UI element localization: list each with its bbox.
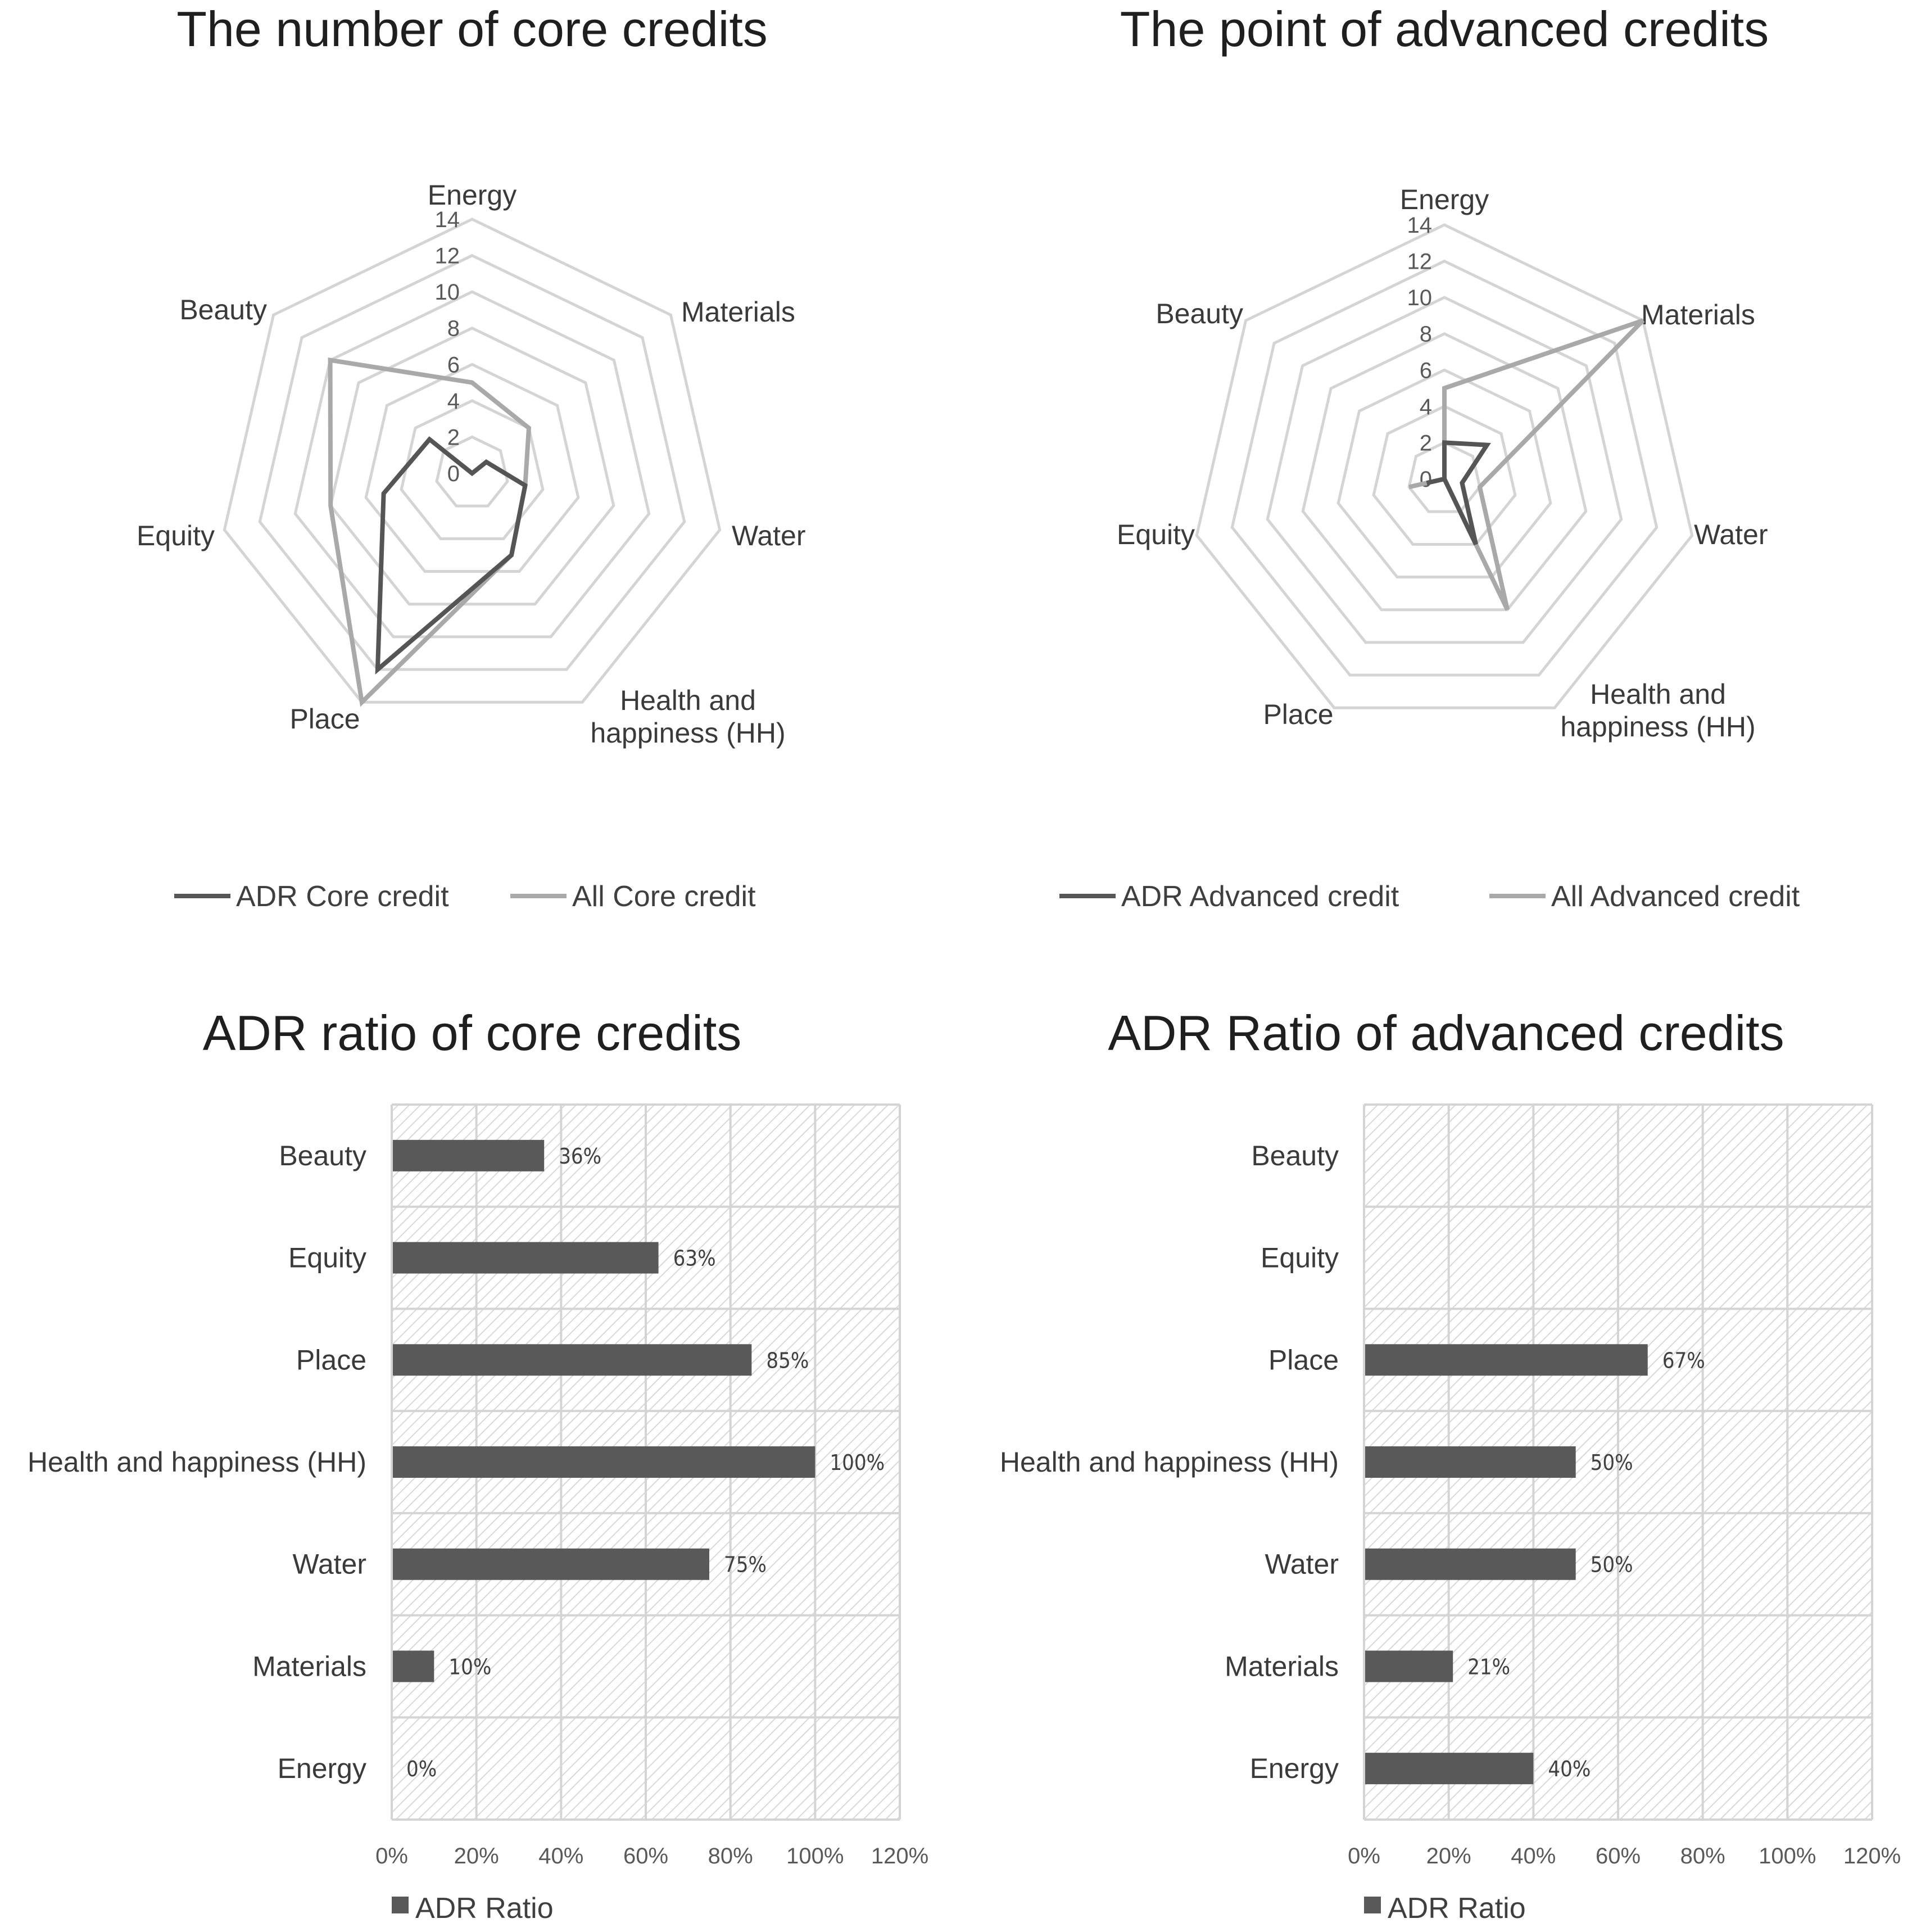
grid-ring-12	[260, 256, 684, 669]
bar-water	[1365, 1549, 1576, 1580]
axis-label-equity: Equity	[1117, 519, 1195, 550]
radial-tick-label: 4	[447, 388, 460, 414]
bar-beauty	[393, 1140, 544, 1171]
data-label-beauty: 36%	[559, 1143, 602, 1169]
radial-tick-label: 10	[434, 280, 460, 305]
category-label-energy: Energy	[277, 1753, 366, 1785]
chart-title: ADR Ratio of advanced credits	[1108, 1005, 1784, 1061]
axis-label-health-and-happiness-hh: happiness (HH)	[590, 717, 786, 749]
bar-materials	[1365, 1650, 1453, 1682]
data-label-place: 67%	[1662, 1348, 1705, 1373]
legend-label-all-core-credit: All Core credit	[572, 880, 756, 913]
category-label-place: Place	[1268, 1344, 1339, 1376]
radial-tick-label: 6	[447, 352, 460, 378]
legend-label-adr-core-credit: ADR Core credit	[236, 880, 449, 913]
category-label-equity: Equity	[1261, 1242, 1339, 1274]
category-label-water: Water	[292, 1548, 366, 1580]
bar-place	[393, 1344, 751, 1376]
series-line-all-core-credit	[330, 360, 529, 703]
legend-swatch-adr-ratio	[392, 1897, 409, 1913]
legend-label-adr-ratio: ADR Ratio	[1388, 1892, 1526, 1925]
category-label-materials: Materials	[252, 1650, 366, 1682]
x-tick-label: 0%	[1348, 1844, 1380, 1868]
bar-chart-advanced-ratio	[1000, 1005, 1901, 1925]
x-tick-label: 20%	[1426, 1844, 1471, 1868]
radial-tick-label: 0	[447, 461, 460, 486]
category-label-beauty: Beauty	[279, 1139, 366, 1171]
radial-tick-label: 14	[1407, 213, 1432, 238]
data-label-materials: 10%	[448, 1654, 492, 1680]
category-label-health-and-happiness-hh: Health and happiness (HH)	[999, 1446, 1339, 1478]
chart-title: ADR ratio of core credits	[202, 1005, 742, 1061]
axis-label-equity: Equity	[137, 520, 215, 551]
data-label-health-and-happiness-hh: 50%	[1590, 1450, 1633, 1475]
axis-label-health-and-happiness-hh: happiness (HH)	[1560, 711, 1756, 743]
x-tick-label: 120%	[871, 1844, 929, 1868]
legend-label-all-advanced-credit: All Advanced credit	[1551, 880, 1800, 913]
radar-chart-advanced-credits	[1059, 1, 1800, 913]
axis-label-energy: Energy	[1399, 184, 1489, 215]
radial-tick-label: 8	[447, 316, 460, 341]
x-tick-label: 120%	[1843, 1844, 1901, 1868]
radial-tick-label: 12	[434, 243, 460, 269]
radial-tick-label: 4	[1419, 394, 1432, 419]
category-label-materials: Materials	[1225, 1650, 1339, 1682]
x-tick-label: 40%	[1511, 1844, 1556, 1868]
radar-chart-core-credits	[137, 1, 805, 913]
data-label-energy: 0%	[406, 1757, 437, 1782]
axis-label-materials: Materials	[1641, 299, 1755, 331]
legend-label-adr-ratio: ADR Ratio	[415, 1892, 554, 1925]
bar-equity	[393, 1242, 659, 1274]
grid-ring-10	[295, 292, 649, 637]
radial-tick-label: 10	[1407, 286, 1432, 311]
bar-place	[1365, 1344, 1648, 1376]
data-label-water: 50%	[1590, 1552, 1633, 1577]
axis-label-health-and-happiness-hh: Health and	[620, 685, 756, 716]
series-line-adr-advanced-credit	[1427, 442, 1487, 544]
bar-chart-core-ratio	[28, 1005, 928, 1925]
radial-tick-label: 2	[447, 425, 460, 450]
category-label-place: Place	[296, 1344, 366, 1376]
axis-label-health-and-happiness-hh: Health and	[1590, 678, 1726, 710]
data-label-water: 75%	[724, 1552, 767, 1577]
bar-water	[393, 1549, 709, 1580]
category-label-beauty: Beauty	[1251, 1139, 1339, 1171]
radial-tick-label: 12	[1407, 249, 1432, 274]
radial-tick-label: 6	[1419, 358, 1432, 383]
axis-label-water: Water	[732, 520, 806, 551]
x-tick-label: 60%	[1595, 1844, 1641, 1868]
category-label-health-and-happiness-hh: Health and happiness (HH)	[27, 1446, 366, 1478]
x-tick-label: 0%	[375, 1844, 408, 1868]
category-label-equity: Equity	[288, 1242, 366, 1274]
bar-materials	[393, 1650, 434, 1682]
axis-label-energy: Energy	[427, 179, 517, 211]
legend-label-adr-advanced-credit: ADR Advanced credit	[1121, 880, 1399, 913]
bar-energy	[1365, 1753, 1533, 1784]
radial-tick-label: 0	[1419, 467, 1432, 492]
axis-label-place: Place	[1263, 699, 1334, 730]
grid-ring-6	[366, 364, 578, 571]
x-tick-label: 40%	[538, 1844, 584, 1868]
bar-health-and-happiness-hh	[1365, 1446, 1576, 1478]
axis-label-materials: Materials	[681, 296, 795, 328]
radial-tick-label: 2	[1419, 431, 1432, 456]
x-tick-label: 100%	[1759, 1844, 1816, 1868]
x-tick-label: 80%	[708, 1844, 753, 1868]
chart-title: The number of core credits	[176, 1, 768, 57]
data-label-materials: 21%	[1467, 1654, 1511, 1680]
legend-swatch-adr-ratio	[1364, 1897, 1381, 1913]
axis-label-beauty: Beauty	[1156, 298, 1243, 329]
x-tick-label: 100%	[786, 1844, 844, 1868]
x-tick-label: 60%	[623, 1844, 669, 1868]
radial-tick-label: 14	[434, 207, 460, 232]
data-label-equity: 63%	[673, 1246, 716, 1271]
axis-label-beauty: Beauty	[179, 294, 267, 325]
chart-title: The point of advanced credits	[1120, 1, 1769, 57]
radial-tick-label: 8	[1419, 322, 1432, 347]
x-tick-label: 20%	[454, 1844, 499, 1868]
data-label-energy: 40%	[1548, 1757, 1591, 1782]
x-tick-label: 80%	[1680, 1844, 1725, 1868]
axis-label-place: Place	[289, 703, 360, 735]
category-label-energy: Energy	[1249, 1753, 1339, 1785]
category-label-water: Water	[1265, 1548, 1339, 1580]
data-label-place: 85%	[766, 1348, 809, 1373]
data-label-health-and-happiness-hh: 100%	[830, 1450, 885, 1475]
bar-health-and-happiness-hh	[393, 1446, 815, 1478]
axis-label-water: Water	[1694, 519, 1768, 550]
